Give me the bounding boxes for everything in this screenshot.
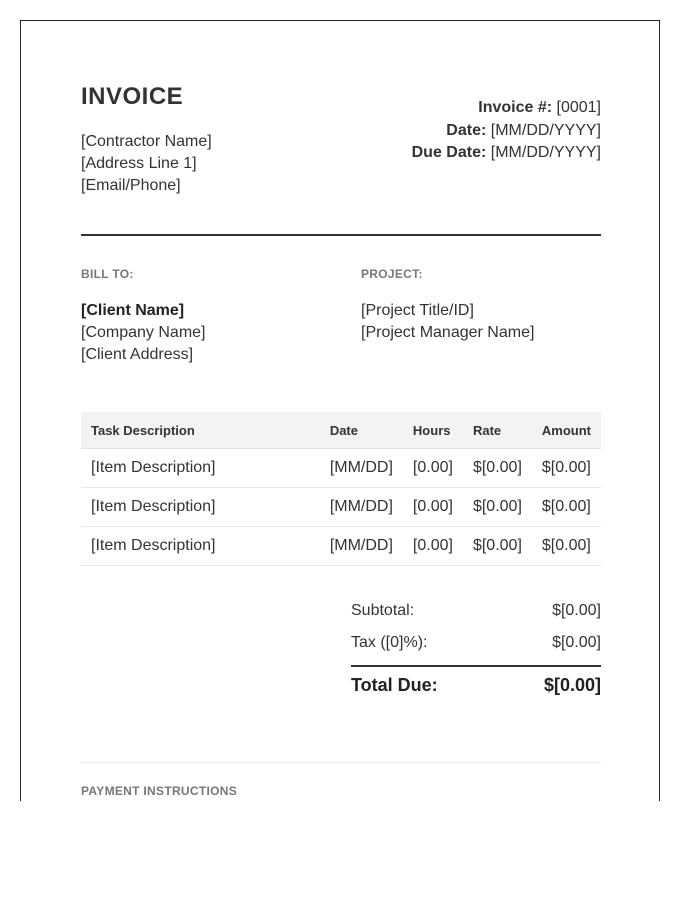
- table-row: [81, 488, 601, 527]
- cell-rate: $[0.00]: [463, 488, 532, 527]
- tax-label: Tax ([0]%):: [351, 634, 428, 651]
- cell-rate: $[0.00]: [463, 527, 532, 566]
- invoice-due-line: [412, 142, 601, 165]
- contractor-address: [Address Line 1]: [81, 155, 197, 172]
- invoice-number-value: [0001]: [556, 99, 601, 116]
- client-address: [Client Address]: [81, 346, 194, 363]
- header-divider: [81, 234, 601, 236]
- invoice-due-value: [MM/DD/YYYY]: [490, 144, 601, 161]
- total-due-label: Total Due:: [351, 675, 438, 695]
- cell-rate: $[0.00]: [463, 449, 532, 488]
- invoice-content: [81, 21, 601, 801]
- header-amount: Amount: [532, 412, 601, 449]
- invoice-due-label: Due Date:: [411, 144, 487, 161]
- project-label: PROJECT:: [361, 267, 423, 281]
- invoice-date-line: [412, 120, 601, 143]
- header-date: Date: [320, 412, 403, 449]
- header-task-description: Task Description: [81, 412, 320, 449]
- cell-amount: $[0.00]: [532, 527, 601, 566]
- bill-to-label: BILL TO:: [81, 267, 134, 281]
- subtotal-value: $[0.00]: [552, 602, 601, 619]
- project-block: [361, 300, 534, 344]
- payment-divider: [81, 762, 601, 763]
- contractor-name: [Contractor Name]: [81, 133, 212, 150]
- cell-date: [MM/DD]: [320, 527, 403, 566]
- cell-description: [Item Description]: [81, 527, 320, 566]
- totals-block: [351, 597, 601, 696]
- cell-amount: $[0.00]: [532, 488, 601, 527]
- table-row: [81, 449, 601, 488]
- totals-divider: [351, 665, 601, 667]
- cell-hours: [0.00]: [403, 527, 463, 566]
- invoice-number-line: [412, 97, 601, 120]
- cell-hours: [0.00]: [403, 488, 463, 527]
- client-name: [Client Name]: [81, 302, 185, 319]
- total-due-row: [351, 675, 601, 696]
- subtotal-label: Subtotal:: [351, 602, 415, 619]
- invoice-number-label: Invoice #:: [478, 99, 553, 116]
- table-header-row: [81, 412, 601, 449]
- cell-date: [MM/DD]: [320, 449, 403, 488]
- header-rate: Rate: [463, 412, 532, 449]
- table-row: [81, 527, 601, 566]
- payment-instructions-label: PAYMENT INSTRUCTIONS: [81, 784, 238, 798]
- project-title: [Project Title/ID]: [361, 302, 474, 319]
- cell-date: [MM/DD]: [320, 488, 403, 527]
- bill-to-block: [81, 300, 206, 366]
- cell-description: [Item Description]: [81, 488, 320, 527]
- header-hours: Hours: [403, 412, 463, 449]
- contractor-block: [81, 131, 212, 197]
- subtotal-row: [351, 597, 601, 629]
- invoice-title: INVOICE: [81, 83, 184, 110]
- contractor-contact: [Email/Phone]: [81, 177, 181, 194]
- invoice-date-label: Date:: [446, 121, 487, 139]
- line-items-table: [81, 412, 601, 566]
- tax-value: $[0.00]: [552, 634, 601, 651]
- tax-row: [351, 629, 601, 661]
- cell-description: [Item Description]: [81, 449, 320, 488]
- invoice-meta: [412, 97, 601, 165]
- total-due-value: $[0.00]: [543, 675, 601, 695]
- project-manager: [Project Manager Name]: [361, 324, 535, 341]
- invoice-page: [20, 20, 660, 801]
- company-name: [Company Name]: [81, 324, 206, 341]
- cell-amount: $[0.00]: [532, 449, 601, 488]
- cell-hours: [0.00]: [403, 449, 463, 488]
- invoice-date-value: [MM/DD/YYYY]: [490, 121, 601, 139]
